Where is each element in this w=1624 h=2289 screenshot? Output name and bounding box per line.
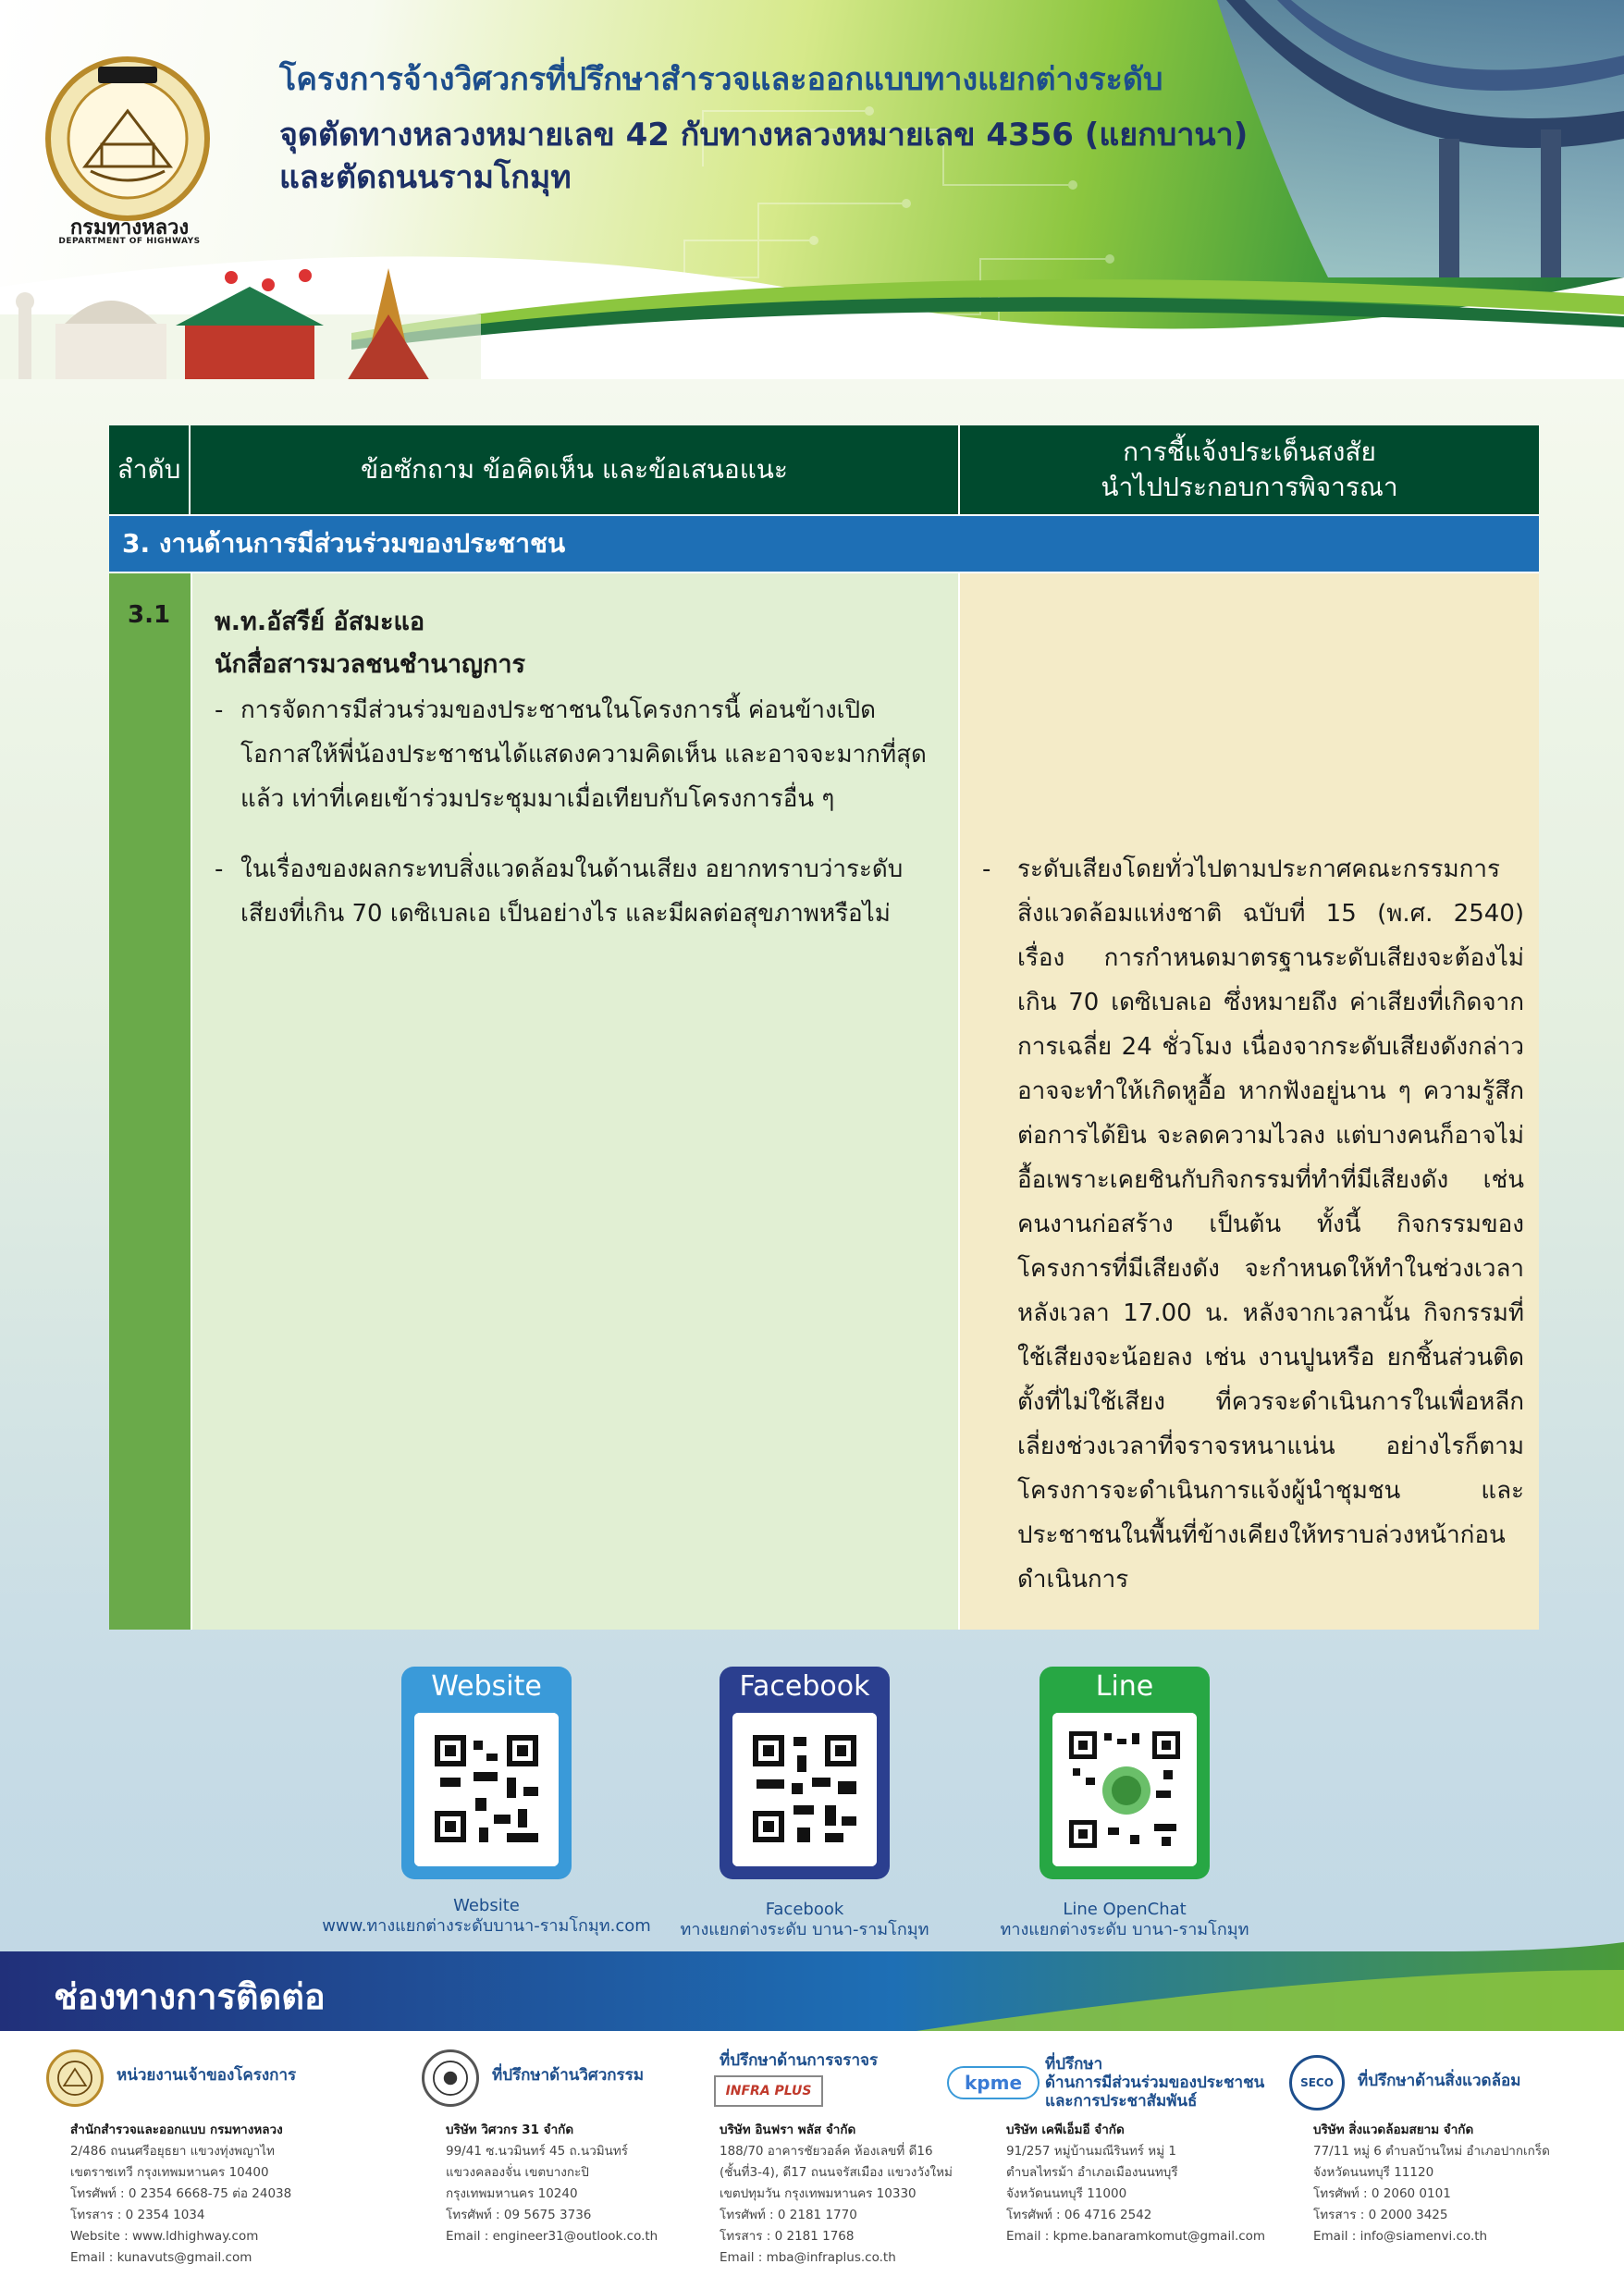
org-owner-company: สำนักสำรวจและออกแบบ กรมทางหลวง: [70, 2123, 283, 2137]
line-openchat-name[interactable]: ทางแยกต่างระดับ บานา-รามโกมุท: [1000, 1920, 1249, 1939]
org-participation-address1: 91/257 หมู่บ้านมณีรินทร์ หมู่ 1: [1006, 2144, 1176, 2159]
website-caption-title: Website: [453, 1896, 520, 1915]
column-header-clarification-line2: นำไปประกอบการพิจารณา: [1101, 472, 1398, 502]
facebook-caption-title: Facebook: [765, 1900, 844, 1919]
contact-heading: ช่องทางการติดต่อ: [54, 1976, 326, 2017]
seco-logo: SECO: [1289, 2055, 1345, 2111]
org-owner-title: หน่วยงานเจ้าของโครงการ: [117, 2066, 297, 2085]
org-participation-phone: โทรศัพท์ : 06 4716 2542: [1006, 2208, 1152, 2222]
org-environment: [1313, 2114, 1550, 2247]
comment-item: [215, 688, 943, 821]
column-header-clarification: [960, 425, 1539, 514]
org-owner-address1: 2/486 ถนนศรีอยุธยา แขวงทุ่งพญาไท: [70, 2144, 275, 2159]
bullet-dash: -: [982, 855, 991, 883]
org-environment-fax: โทรสาร : 0 2000 3425: [1313, 2208, 1448, 2222]
table-row: [109, 573, 1539, 1630]
org-engineering-company: บริษัท วิศวกร 31 จำกัด: [446, 2123, 574, 2137]
website-qr-label: Website: [431, 1670, 542, 1703]
bullet-dash: -: [215, 855, 224, 883]
org-environment-address1: 77/11 หมู่ 6 ตำบลบ้านใหม่ อำเภอปากเกร็ด: [1313, 2144, 1550, 2159]
column-header-questions: ข้อซักถาม ข้อคิดเห็น และข้อเสนอแนะ: [191, 425, 960, 514]
org-owner-email[interactable]: Email : kunavuts@gmail.com: [70, 2250, 252, 2265]
line-caption-title: Line OpenChat: [1063, 1900, 1187, 1919]
department-of-highways-logo: [44, 55, 211, 222]
commenter-name: พ.ท.อัสรีย์ อัสมะแอ: [215, 608, 425, 636]
facebook-qr-code[interactable]: [732, 1713, 877, 1866]
org-environment-phone: โทรศัพท์ : 0 2060 0101: [1313, 2186, 1451, 2201]
qa-table: [109, 425, 1539, 1630]
infraplus-logo: INFRA PLUS: [714, 2075, 823, 2107]
project-subtitle-line1: จุดตัดทางหลวงหมายเลข 42 กับทางหลวงหมายเลข 4356 (แยกบานา): [279, 117, 1249, 154]
org-environment-title: ที่ปรึกษาด้านสิ่งแวดล้อม: [1358, 2072, 1521, 2090]
org-participation-email[interactable]: Email : kpme.banaramkomut@gmail.com: [1006, 2229, 1266, 2244]
org-engineering: [446, 2114, 658, 2247]
comment-text: ในเรื่องของผลกระทบสิ่งแวดล้อมในด้านเสียง อยากทราบว่าระดับเสียงที่เกิน 70 เดซิเบลเอ เป็นอย่างไร และมีผลต่อสุขภาพหรือไม่: [240, 855, 904, 928]
department-of-highways-seal-icon: [46, 2049, 104, 2107]
table-header: [109, 425, 1539, 514]
logo-text-english: DEPARTMENT OF HIGHWAYS: [58, 237, 201, 246]
org-traffic-fax: โทรสาร : 0 2181 1768: [720, 2229, 855, 2244]
org-traffic: [720, 2114, 953, 2269]
org-owner-phone: โทรศัพท์ : 0 2354 6668-75 ต่อ 24038: [70, 2186, 292, 2201]
org-environment-address2: จังหวัดนนทบุรี 11120: [1313, 2165, 1434, 2180]
org-engineering-address2: แขวงคลองจั่น เขตบางกะปิ: [446, 2165, 589, 2180]
engineer31-seal-icon: [422, 2049, 479, 2107]
org-traffic-address3: เขตปทุมวัน กรุงเทพมหานคร 10330: [720, 2186, 917, 2201]
line-qr-code[interactable]: [1052, 1713, 1197, 1866]
org-participation: [1006, 2114, 1265, 2247]
column-header-clarification-line1: การชี้แจ้งประเด็นสงสัย: [1123, 437, 1376, 467]
org-engineering-phone: โทรศัพท์ : 09 5675 3736: [446, 2208, 592, 2222]
org-environment-email[interactable]: Email : info@siamenvi.co.th: [1313, 2229, 1488, 2244]
reply-item: [982, 847, 1524, 1602]
org-owner-address2: เขตราชเทวี กรุงเทพมหานคร 10400: [70, 2165, 269, 2180]
cell-clarification: [960, 573, 1539, 1630]
facebook-caption[interactable]: [666, 1900, 943, 1940]
line-caption[interactable]: [986, 1900, 1263, 1940]
org-engineering-email[interactable]: Email : engineer31@outlook.co.th: [446, 2229, 658, 2244]
website-caption[interactable]: [314, 1896, 658, 1937]
website-url[interactable]: www.ทางแยกต่างระดับบานา-รามโกมุท.com: [322, 1916, 651, 1936]
org-owner: [70, 2114, 291, 2269]
org-owner-fax: โทรสาร : 0 2354 1034: [70, 2208, 205, 2222]
org-participation-address2: ตำบลไทรม้า อำเภอเมืองนนทบุรี: [1006, 2165, 1178, 2180]
project-title: โครงการจ้างวิศวกรที่ปรึกษาสำรวจและออกแบบทางแยกต่างระดับ: [279, 61, 1163, 98]
org-traffic-address1: 188/70 อาคารชัยวอล์ค ห้องเลขที่ ดี16: [720, 2144, 933, 2159]
comment-item: [215, 847, 943, 936]
kpme-logo: kpme: [947, 2066, 1040, 2099]
project-subtitle-line2: และตัดถนนรามโกมุท: [279, 159, 572, 196]
row-number: 3.1: [128, 601, 171, 629]
landmarks-illustration: [0, 259, 481, 379]
cell-order: [109, 573, 191, 1630]
org-traffic-company: บริษัท อินฟรา พลัส จำกัด: [720, 2123, 856, 2137]
line-qr-card[interactable]: [1040, 1667, 1210, 1879]
org-participation-address3: จังหวัดนนทบุรี 11000: [1006, 2186, 1127, 2201]
facebook-page-name[interactable]: ทางแยกต่างระดับ บานา-รามโกมุท: [680, 1920, 929, 1939]
org-traffic-email[interactable]: Email : mba@infraplus.co.th: [720, 2250, 896, 2265]
org-engineering-title: ที่ปรึกษาด้านวิศวกรรม: [492, 2066, 645, 2085]
logo-text-thai: กรมทางหลวง: [69, 216, 190, 240]
column-header-order: ลำดับ: [109, 425, 191, 514]
section-heading: 3. งานด้านการมีส่วนร่วมของประชาชน: [109, 514, 1539, 573]
org-owner-website[interactable]: Website : www.ldhighway.com: [70, 2229, 259, 2244]
facebook-qr-label: Facebook: [739, 1670, 870, 1703]
comment-text: การจัดการมีส่วนร่วมของประชาชนในโครงการนี้ ค่อนข้างเปิดโอกาสให้พี่น้องประชาชนได้แสดงความคิดเห็น และอาจจะมากที่สุดแล้ว เท่าที่เคยเข้าร่วมประชุมมาเมื่อเทียบกับโครงการอื่น ๆ: [240, 696, 927, 813]
facebook-qr-card[interactable]: [720, 1667, 890, 1879]
line-qr-label: Line: [1095, 1670, 1154, 1703]
org-traffic-title: ที่ปรึกษาด้านการจราจร: [720, 2051, 879, 2070]
org-environment-company: บริษัท สิ่งแวดล้อมสยาม จำกัด: [1313, 2123, 1474, 2137]
org-participation-company: บริษัท เคพีเอ็มอี จำกัด: [1006, 2123, 1125, 2137]
website-qr-code[interactable]: [414, 1713, 559, 1866]
bullet-dash: -: [215, 696, 224, 724]
reply-text: ระดับเสียงโดยทั่วไปตามประกาศคณะกรรมการสิ่งแวดล้อมแห่งชาติ ฉบับที่ 15 (พ.ศ. 2540) เรื่อง การกำหนดมาตรฐานระดับเสียงจะต้องไม่เกิน 70 เดซิเบลเอ ซึ่งหมายถึง ค่าเสียงที่เกิดจากการเฉลี่ย 24 ชั่วโมง เนื่องจากระดับเสียงดังกล่าวอาจจะทำให้เกิดหูอื้อ หากฟังอยู่นาน ๆ ความรู้สึกต่อการได้ยิน จะลดความไวลง แต่บางคนก็อาจไม่อื้อเพราะเคยชินกับกิจกรรมที่ทำที่มีเสียงดัง เช่น คนงานก่อสร้าง เป็นต้น ทั้งนี้ กิจกรรมของโครงการที่มีเสียงดัง จะกำหนดให้ทำในช่วงเวลา หลังเวลา 17.00 น. หลังจากเวลานั้น กิจกรรมที่ใช้เสียงจะน้อยลง เช่น งานปูนหรือ ยกชิ้นส่วนติดตั้งที่ไม่ใช้เสียง ที่ควรจะดำเนินการในเพื่อหลีกเลี่ยงช่วงเวลาที่จราจรหนาแน่น อย่างไรก็ตาม โครงการจะดำเนินการแจ้งผู้นำชุมชน และประชาชนในพื้นที่ข้างเคียงให้ทราบล่วงหน้าก่อนดำเนินการ: [1017, 855, 1524, 1594]
org-traffic-address2: (ชั้นที่3-4), ดี17 ถนนจรัสเมือง แขวงวังใหม่: [720, 2165, 953, 2180]
commenter-position: นักสื่อสารมวลชนชำนาญการ: [215, 650, 526, 679]
org-traffic-phone: โทรศัพท์ : 0 2181 1770: [720, 2208, 857, 2222]
org-engineering-address3: กรุงเทพมหานคร 10240: [446, 2186, 578, 2201]
cell-questions: [191, 573, 960, 1630]
org-engineering-address1: 99/41 ซ.นวมินทร์ 45 ถ.นวมินทร์: [446, 2144, 629, 2159]
website-qr-card[interactable]: [401, 1667, 572, 1879]
org-participation-title: ที่ปรึกษา ด้านการมีส่วนร่วมของประชาชน และการประชาสัมพันธ์: [1045, 2055, 1265, 2111]
